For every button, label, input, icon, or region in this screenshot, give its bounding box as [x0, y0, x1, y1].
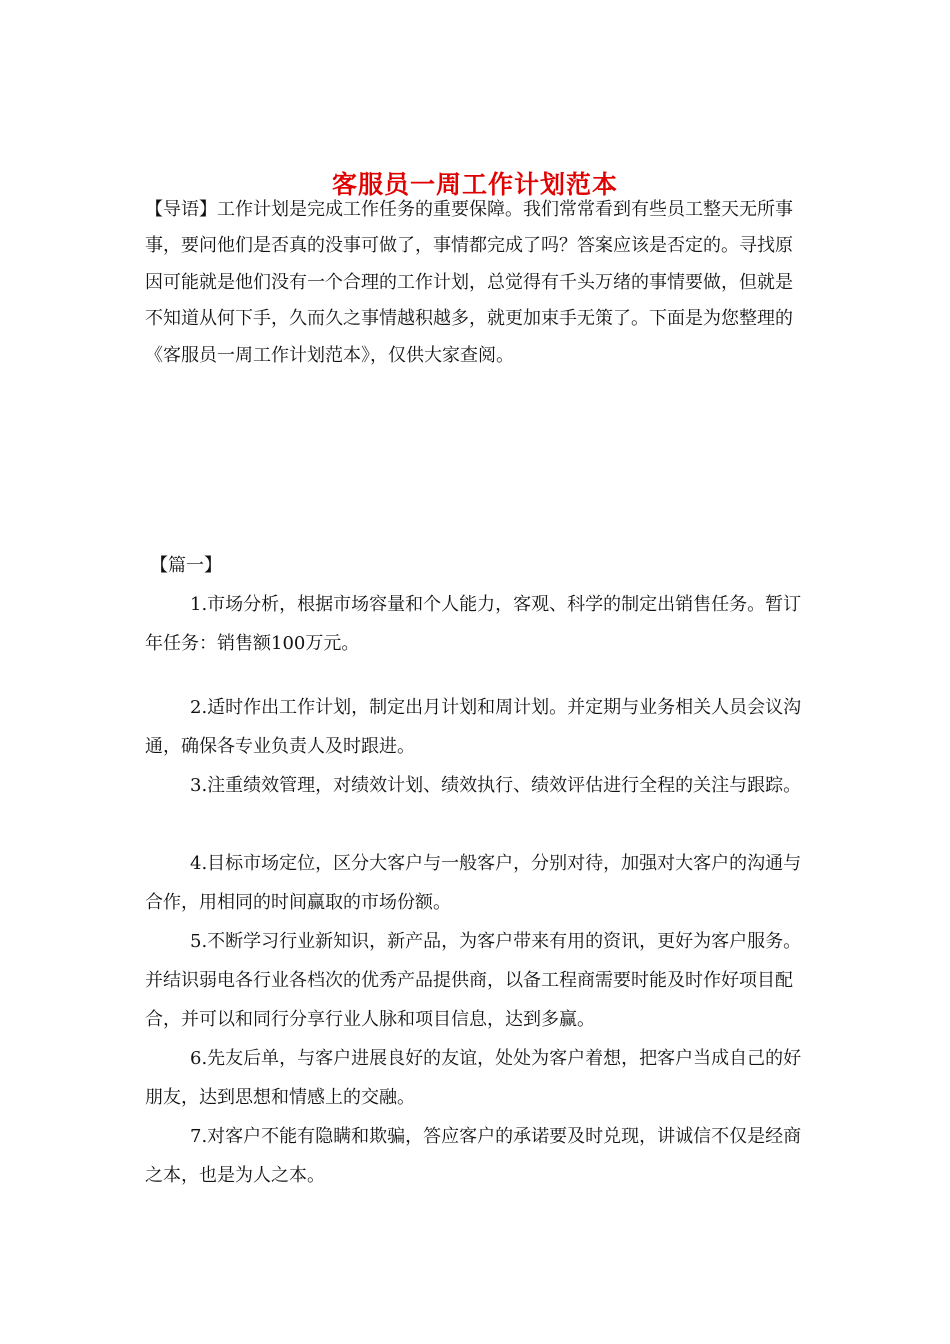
plan-item-6: 6.先友后单，与客户进展良好的友谊，处处为客户着想，把客户当成自己的好朋友，达到思想和情感上的交融。	[145, 1048, 802, 1108]
plan-item-7: 7.对客户不能有隐瞒和欺骗，答应客户的承诺要及时兑现，讲诚信不仅是经商之本，也是为人之本。	[145, 1126, 802, 1186]
plan-item-1: 1.市场分析，根据市场容量和个人能力，客观、科学的制定出销售任务。暂订年任务：销售额100万元。	[145, 594, 802, 654]
section-label: 【篇一】	[150, 555, 222, 576]
document-title: 客服员一周工作计划范本	[331, 169, 618, 199]
plan-item-4: 4.目标市场定位，区分大客户与一般客户，分别对待，加强对大客户的沟通与合作，用相同的时间赢取的市场份额。	[145, 853, 802, 913]
plan-item-2: 2.适时作出工作计划，制定出月计划和周计划。并定期与业务相关人员会议沟通，确保各专业负责人及时跟进。	[145, 697, 802, 757]
plan-item-5: 5.不断学习行业新知识，新产品，为客户带来有用的资讯，更好为客户服务。并结识弱电各行业各档次的优秀产品提供商，以备工程商需要时能及时作好项目配合，并可以和同行分享行业人脉和项目信息，达到多赢。	[145, 931, 802, 1030]
plan-item-3: 3.注重绩效管理，对绩效计划、绩效执行、绩效评估进行全程的关注与跟踪。	[190, 775, 802, 796]
intro-paragraph: 【导语】工作计划是完成工作任务的重要保障。我们常常看到有些员工整天无所事事，要问他们是否真的没事可做了，事情都完成了吗？答案应该是否定的。寻找原因可能就是他们没有一个合理的工作计划，总觉得有千头万绪的事情要做，但就是不知道从何下手，久而久之事情越积越多，就更加束手无策了。下面是为您整理的《客服员一周工作计划范本》，仅供大家查阅。	[145, 199, 793, 366]
